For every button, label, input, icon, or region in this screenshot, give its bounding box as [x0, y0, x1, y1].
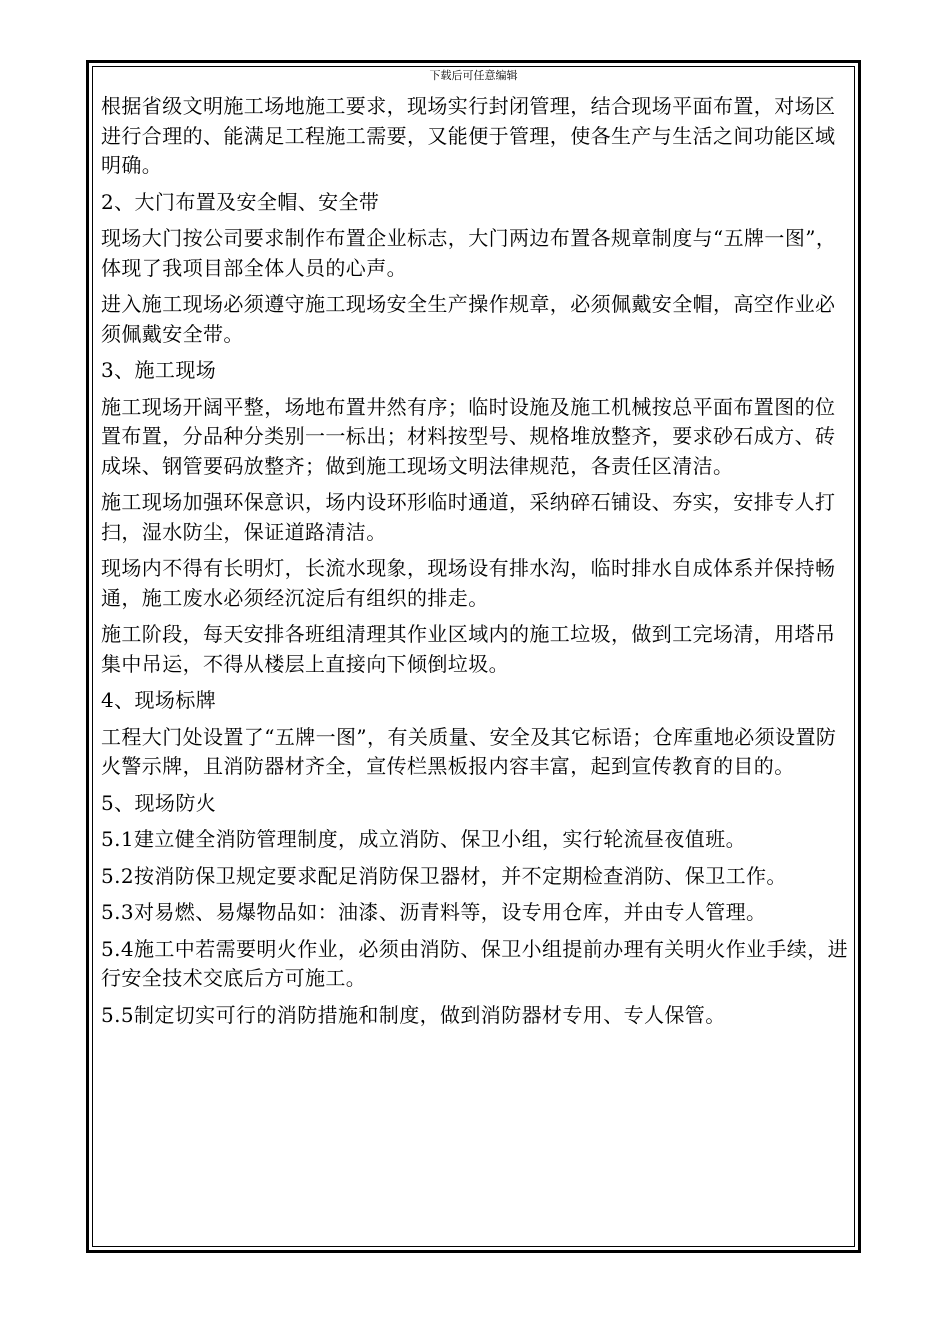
paragraph-site-layout: 施工现场开阔平整，场地布置井然有序；临时设施及施工机械按总平面布置图的位置布置，分品种分类别一一标出；材料按型号、规格堆放整齐，要求砂石成方、砖成垛、钢管要码放整齐；做到施工现场文明法律规范，各责任区清洁。 [101, 394, 836, 478]
paragraph-site-water: 现场内不得有长明灯，长流水现象，现场设有排水沟，临时排水自成体系并保持畅通，施工废水必须经沉淀后有组织的排走。 [101, 556, 836, 610]
paragraph-helmet: 进入施工现场必须遵守施工现场安全生产操作规章，必须佩戴安全帽，高空作业必须佩戴安全带。 [101, 292, 836, 346]
section-heading-fire: 5、现场防火 [101, 790, 217, 815]
paragraph-gate: 现场大门按公司要求制作布置企业标志，大门两边布置各规章制度与“五牌一图”，体现了我项目部全体人员的心声。 [101, 226, 837, 280]
document-body [101, 92, 849, 1037]
section-heading-site: 3、施工现场 [101, 358, 217, 382]
section-heading-signs: 4、现场标牌 [101, 688, 217, 712]
header-note: 下载后可任意编辑 [429, 69, 518, 82]
paragraph-site-environment: 施工现场加强环保意识，场内设环形临时通道，采纳碎石铺设、夯实，安排专人打扫，湿水防尘，保证道路清洁。 [101, 490, 836, 544]
paragraph-signs: 工程大门处设置了“五牌一图”，有关质量、安全及其它标语；仓库重地必须设置防火警示牌，且消防器材齐全，宣传栏黑板报内容丰富，起到宣传教育的目的。 [101, 724, 837, 778]
paragraph-fire-5-4: 5.4施工中若需要明火作业，必须由消防、保卫小组提前办理有关明火作业手续，进行安全技术交底后方可施工。 [101, 936, 849, 990]
paragraph-intro: 根据省级文明施工场地施工要求，现场实行封闭管理，结合现场平面布置，对场区进行合理的、能满足工程施工需要，又能便于管理，使各生产与生活之间功能区域明确。 [101, 94, 836, 177]
paragraph-fire-5-2: 5.2按消防保卫规定要求配足消防保卫器材，并不定期检查消防、保卫工作。 [101, 863, 787, 888]
paragraph-fire-5-3: 5.3对易燃、易爆物品如：油漆、沥青料等，设专用仓库，并由专人管理。 [101, 900, 767, 924]
page-border [86, 60, 861, 1253]
paragraph-fire-5-5: 5.5制定切实可行的消防措施和制度，做到消防器材专用、专人保管。 [101, 1002, 726, 1027]
paragraph-fire-5-1: 5.1建立健全消防管理制度，成立消防、保卫小组，实行轮流昼夜值班。 [101, 827, 747, 851]
section-heading-gate: 2、大门布置及安全帽、安全带 [101, 189, 380, 214]
paragraph-site-waste: 施工阶段，每天安排各班组清理其作业区域内的施工垃圾，做到工完场清，用塔吊集中吊运，不得从楼层上直接向下倾倒垃圾。 [101, 622, 836, 676]
